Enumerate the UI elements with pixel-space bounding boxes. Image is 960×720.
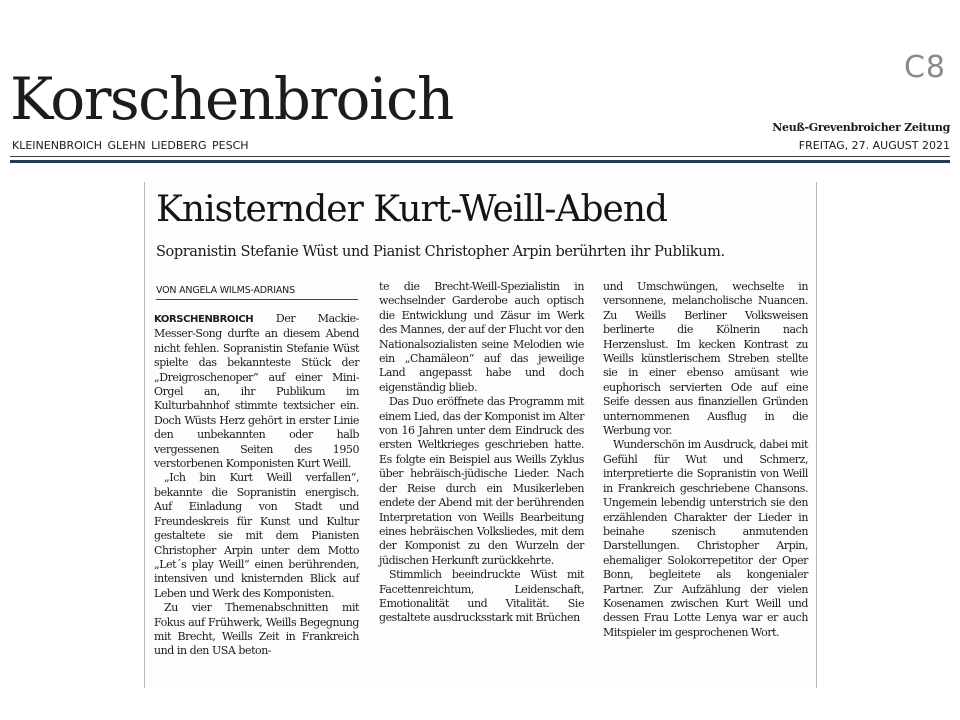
- clipping-edge-right: [816, 182, 817, 688]
- masthead-title: Korschenbroich: [10, 65, 453, 133]
- article-column-1: [154, 312, 359, 659]
- masthead-divider: [10, 160, 950, 163]
- article-byline: VON ANGELA WILMS-ADRIANS: [156, 284, 358, 300]
- paragraph: [154, 312, 359, 471]
- masthead-divider-thin: [10, 156, 950, 157]
- paragraph-text: Der Mackie-Messer-Song durfte an diesem Abend nicht fehlen. Sopranistin Stefanie Wüst spielte das bekannteste Stück der „Dreigroschenoper“ auf einer Mini-Orgel an, ihr Publikum im Kulturbahnhof stimmte textsicher ein. Doch Wüsts Herz gehört in erster Linie den unbekannten oder halb vergessenen Seiten des 1950 verstorbenen Komponisten Kurt Weill.: [154, 312, 359, 471]
- districts-line: KLEINENBROICH GLEHN LIEDBERG PESCH: [12, 139, 249, 152]
- article-clipping: [144, 182, 817, 688]
- newspaper-name: Neuß-Grevenbroicher Zeitung: [772, 121, 950, 134]
- dateline: KORSCHENBROICH: [154, 314, 254, 325]
- paragraph: Zu vier Themenabschnitten mit Fokus auf Frühwerk, Weills Begegnung mit Brecht, Weills Zeit in Frankreich und in den USA beton-: [154, 601, 359, 658]
- article-headline: Knisternder Kurt-Weill-Abend: [156, 189, 668, 230]
- paragraph: te die Brecht-Weill-Spezialistin in wechselnder Garderobe auch optisch die Entwicklung und Zäsur im Werk des Mannes, der auf der Flucht vor den Nationalsozialisten seine Melodien wie ein „Chamäleon“ auf das jeweilige Land angepasst habe und doch eigenständig blieb.: [379, 280, 584, 394]
- issue-date: FREITAG, 27. AUGUST 2021: [798, 139, 950, 152]
- paragraph: „Ich bin Kurt Weill verfallen“, bekannte die Sopranistin energisch. Auf Einladung von Stadt und Freundeskreis für Kunst und Kultur gestaltete sie mit dem Pianisten Christopher Arpin unter dem Motto „Let´s play Weill“ einen berührenden, intensiven und knisternden Blick auf Leben und Werk des Komponisten.: [154, 471, 359, 600]
- paragraph: Stimmlich beeindruckte Wüst mit Facettenreichtum, Leidenschaft, Emotionalität und Vitalität. Sie gestaltete ausdrucksstark mit Brüchen: [379, 568, 584, 625]
- clipping-edge-left: [144, 182, 145, 688]
- paragraph: Wunderschön im Ausdruck, dabei mit Gefühl für Wut und Schmerz, interpretierte die Sopranistin von Weill in Frankreich geschriebene Chansons. Ungemein lebendig unterstrich sie den erzählenden Charakter der Lieder in beinahe szenisch anmutenden Darstellungen. Christopher Arpin, ehemaliger Solokorrepetitor der Oper Bonn, begleitete als kongenialer Partner. Zur Aufzählung der vielen Kosenamen zwischen Kurt Weill und dessen Frau Lotte Lenya war er auch Mitspieler im gesprochenen Wort.: [603, 438, 808, 639]
- page-number: C8: [903, 50, 946, 85]
- paragraph: und Umschwüngen, wechselte in versonnene, melancholische Nuancen. Zu Weills Berliner Volksweisen berlinerte die Kölnerin nach Herzenslust. Im kecken Kontrast zu Weills künstlerischem Streben stellte sie in einer ebenso amüsant wie euphorisch servierten Ode auf eine Seife dessen aus finanziellen Gründen unternommenen Ausflug in die Werbung vor.: [603, 280, 808, 438]
- article-column-3: [603, 280, 808, 640]
- article-column-2: [379, 280, 584, 626]
- article-subheadline: Sopranistin Stefanie Wüst und Pianist Christopher Arpin berührten ihr Publikum.: [156, 244, 725, 260]
- paragraph: Das Duo eröffnete das Programm mit einem Lied, das der Komponist im Alter von 16 Jahren unter dem Eindruck des ersten Weltkrieges geschrieben hatte. Es folgte ein Beispiel aus Weills Zyklus über hebräisch-jüdische Lieder. Nach der Reise durch ein Musikerleben endete der Abend mit der berührenden Interpretation von Weills Bearbeitung eines hebräischen Volksliedes, mit dem der Komponist zu den Wurzeln der jüdischen Herkunft zurückkehrte.: [379, 395, 584, 567]
